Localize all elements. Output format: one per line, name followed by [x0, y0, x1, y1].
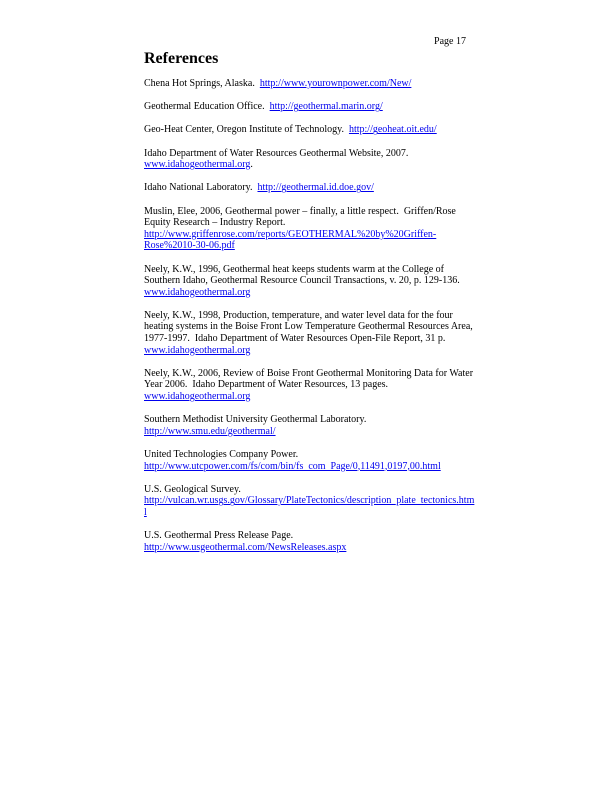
reference-link[interactable]: http://www.griffenrose.com/reports/GEOTHERMAL%20by%20Griffen-: [144, 228, 437, 240]
reference-paragraph: [144, 414, 500, 437]
reference-link[interactable]: http://www.usgeothermal.com/NewsReleases.aspx: [144, 541, 347, 553]
reference-paragraph: [144, 530, 500, 553]
reference-link[interactable]: http://geothermal.marin.org/: [269, 101, 383, 113]
reference-paragraph: [144, 206, 500, 252]
reference-link[interactable]: http://geoheat.oit.edu/: [348, 124, 437, 136]
reference-text: United Technologies Company Power.: [144, 449, 299, 460]
reference-link[interactable]: http://geothermal.id.doe.gov/: [257, 182, 374, 194]
reference-text: Geothermal Education Office.: [144, 101, 270, 113]
reference-text: U.S. Geothermal Press Release Page.: [144, 530, 294, 542]
reference-text: Equity Research – Industry Report.: [144, 217, 286, 229]
reference-text: Idaho National Laboratory.: [144, 182, 258, 194]
reference-text: Neely, K.W., 1998, Production, temperature, and water level data for the four: [144, 309, 453, 321]
reference-link[interactable]: www.idahogeothermal.org: [144, 344, 251, 356]
reference-link[interactable]: www.idahogeothermal.org: [144, 286, 251, 298]
reference-text: U.S. Geological Survey.: [144, 483, 241, 495]
reference-paragraph: [144, 101, 500, 113]
reference-paragraph: [144, 310, 500, 356]
page-content: [144, 50, 500, 565]
reference-link[interactable]: www.idahogeothermal.org: [144, 391, 251, 403]
reference-paragraph: [144, 449, 500, 472]
reference-text: 1977-1997. Idaho Department of Water Resources Open-File Report, 31 p.: [144, 333, 446, 345]
reference-text: Chena Hot Springs, Alaska.: [144, 78, 260, 89]
reference-paragraph: [144, 148, 500, 171]
reference-text: Geo-Heat Center, Oregon Institute of Technology.: [144, 124, 349, 136]
reference-link[interactable]: l: [144, 506, 147, 518]
reference-text: Idaho Department of Water Resources Geothermal Website, 2007.: [144, 147, 409, 159]
reference-text: Year 2006. Idaho Department of Water Resources, 13 pages.: [144, 379, 389, 391]
reference-paragraph: [144, 484, 500, 519]
reference-link[interactable]: http://vulcan.wr.usgs.gov/Glossary/PlateTectonics/description_plate_tectonics.htm: [144, 495, 475, 507]
reference-link[interactable]: http://www.smu.edu/geothermal/: [144, 425, 276, 437]
reference-paragraph: [144, 124, 500, 136]
reference-text: Southern Methodist University Geothermal Laboratory.: [144, 414, 367, 426]
reference-link[interactable]: www.idahogeothermal.org: [144, 159, 251, 171]
reference-text: Muslin, Elee, 2006, Geothermal power – finally, a little respect. Griffen/Rose: [144, 205, 456, 217]
reference-paragraph: [144, 368, 500, 403]
reference-link[interactable]: http://www.utcpower.com/fs/com/bin/fs_com_Page/0,11491,0197,00.html: [144, 460, 441, 472]
reference-text: Southern Idaho, Geothermal Resource Council Transactions, v. 20, p. 129-136.: [144, 275, 460, 287]
page-title: References: [144, 50, 219, 67]
reference-paragraph: [144, 264, 500, 299]
references-list: [144, 78, 500, 553]
reference-paragraph: [144, 182, 500, 194]
page-number: Page 17: [434, 36, 466, 47]
reference-text: Neely, K.W., 1996, Geothermal heat keeps students warm at the College of: [144, 263, 445, 275]
reference-text: .: [250, 159, 253, 171]
reference-link[interactable]: http://www.yourownpower.com/New/: [259, 78, 412, 89]
reference-link[interactable]: Rose%2010-30-06.pdf: [144, 240, 235, 252]
reference-text: heating systems in the Boise Front Low Temperature Geothermal Resources Area,: [144, 321, 473, 333]
reference-paragraph: [144, 78, 500, 90]
reference-text: Neely, K.W., 2006, Review of Boise Front Geothermal Monitoring Data for Water: [144, 367, 474, 379]
